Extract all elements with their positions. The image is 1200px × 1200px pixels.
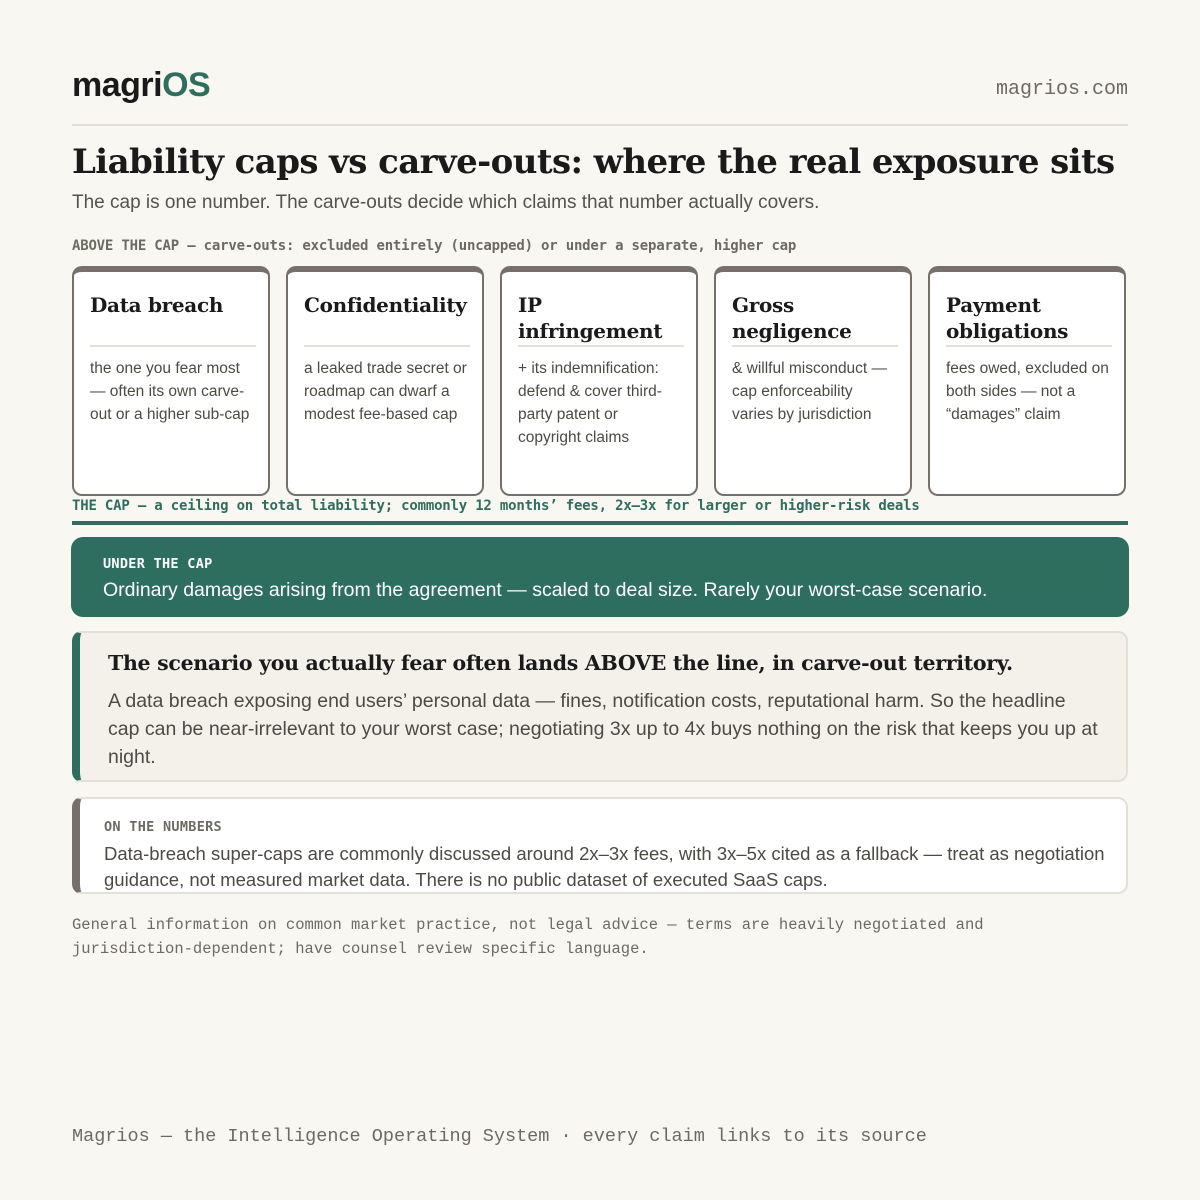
under-cap-panel — [71, 537, 1129, 617]
numbers-callout — [72, 797, 1128, 894]
card-title: Payment obligations — [946, 293, 1069, 343]
fear-callout — [72, 631, 1128, 782]
disclaimer: General information on common market practice, not legal advice — terms are heavily negotiated and jurisdiction-dependent; have counsel review specific language. — [72, 916, 984, 958]
carve-out-card-data-breach — [72, 266, 270, 496]
carve-out-card-gross-negligence — [714, 266, 912, 496]
logo[interactable] — [72, 66, 210, 105]
footer-tagline: Magrios — the Intelligence Operating System · every claim links to its source — [72, 1126, 927, 1147]
numbers-body: Data-breach super-caps are commonly discussed around 2x–3x fees, with 3x–5x cited as a fallback — treat as negotiation guidance, not measured market data. There is no public dataset of executed SaaS caps. — [104, 843, 1105, 890]
carve-out-cards — [72, 266, 1128, 500]
logo-accent: OS — [162, 66, 211, 104]
above-cap-label: ABOVE THE CAP — carve-outs: excluded entirely (uncapped) or under a separate, higher cap — [72, 238, 797, 254]
fear-callout-body: A data breach exposing end users’ personal data — fines, notification costs, reputational harm. So the headline cap can be near-irrelevant to your worst case; negotiating 3x up to 4x buys nothing on the risk that keeps you up at night. — [108, 690, 1098, 768]
card-body: fees owed, excluded on both sides — not a “damages” claim — [946, 360, 1109, 423]
cap-line — [72, 521, 1128, 525]
card-title: Data breach — [90, 293, 224, 317]
page-subtitle: The cap is one number. The carve-outs decide which claims that number actually covers. — [72, 192, 820, 213]
under-cap-label: UNDER THE CAP — [103, 556, 213, 572]
card-divider — [518, 345, 684, 347]
card-divider — [946, 345, 1112, 347]
site-link[interactable]: magrios.com — [995, 78, 1128, 101]
card-title: IP infringement — [518, 293, 663, 343]
carve-out-card-ip-infringement — [500, 266, 698, 496]
card-divider — [732, 345, 898, 347]
under-cap-text: Ordinary damages arising from the agreement — scaled to deal size. Rarely your worst-case scenario. — [103, 579, 988, 601]
card-body: the one you fear most — often its own carve-out or a higher sub-cap — [90, 360, 250, 423]
numbers-label: ON THE NUMBERS — [104, 819, 222, 835]
card-body: a leaked trade secret or roadmap can dwarf a modest fee-based cap — [304, 360, 467, 423]
carve-out-card-payment-obligations — [928, 266, 1126, 496]
logo-main: magri — [72, 66, 163, 104]
fear-callout-title: The scenario you actually fear often lands ABOVE the line, in carve-out territory. — [108, 651, 1013, 675]
page-title: Liability caps vs carve-outs: where the real exposure sits — [72, 142, 1115, 182]
card-divider — [304, 345, 470, 347]
card-divider — [90, 345, 256, 347]
card-body: & willful misconduct — cap enforceability varies by jurisdiction — [732, 360, 888, 423]
card-body: + its indemnification: defend & cover third-party patent or copyright claims — [518, 360, 662, 446]
card-title: Gross negligence — [732, 293, 852, 343]
cap-label: THE CAP — a ceiling on total liability; commonly 12 months’ fees, 2x–3x for larger or higher-risk deals — [72, 498, 920, 514]
header — [72, 64, 1128, 126]
card-title: Confidentiality — [304, 293, 467, 317]
carve-out-card-confidentiality — [286, 266, 484, 496]
